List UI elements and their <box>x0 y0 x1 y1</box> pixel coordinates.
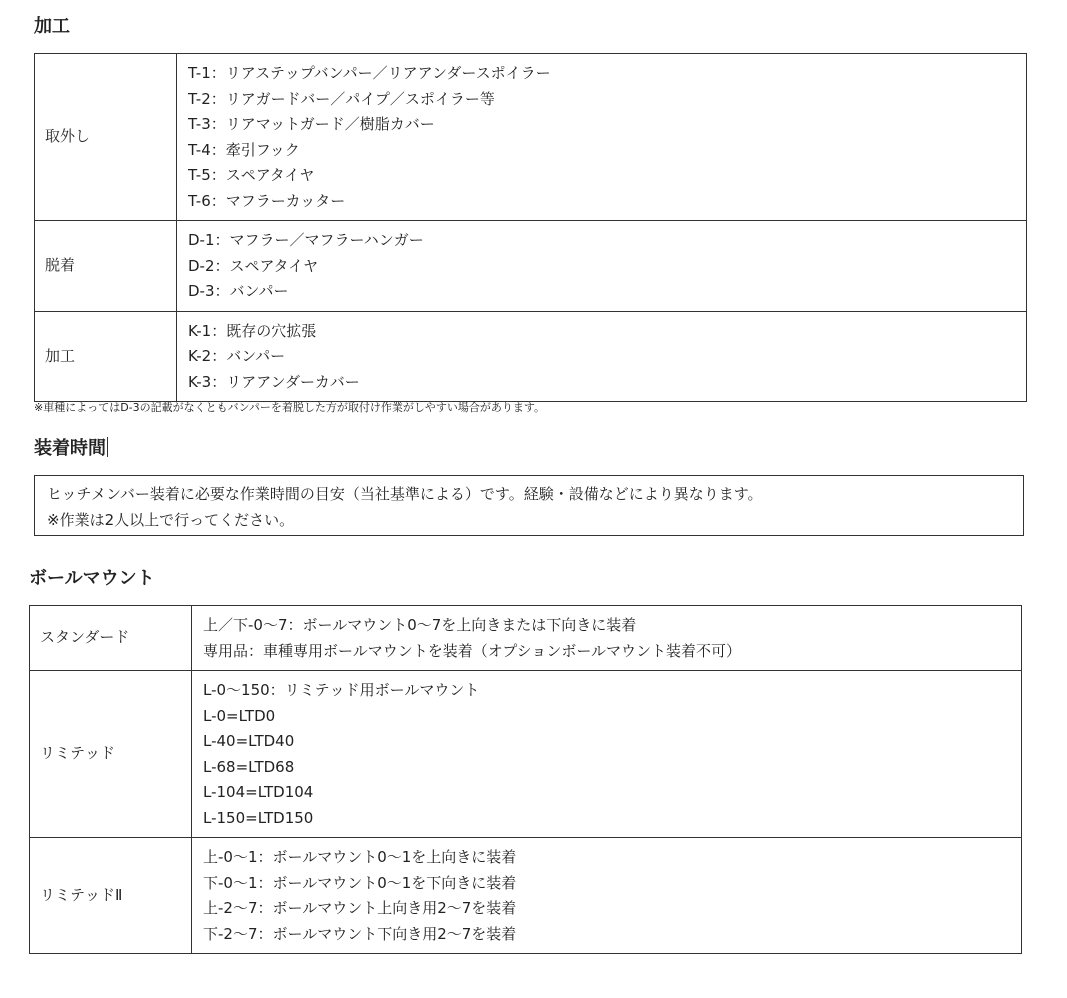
list-item: 上-2～7：ボールマウント上向き用2～7を装着 <box>203 899 517 917</box>
list-item: L-40=LTD40 <box>203 732 295 750</box>
list-item: L-68=LTD68 <box>203 757 295 776</box>
row-items <box>177 311 1027 402</box>
list-item: T-3：リアマットガード／樹脂カバー <box>188 115 435 133</box>
list-item: L-0=LTD0 <box>203 706 276 725</box>
row-label: 脱着 <box>35 221 177 312</box>
row-items <box>177 54 1027 221</box>
table-row <box>35 311 1027 402</box>
list-item: T-2：リアガードバー／パイプ／スポイラー等 <box>188 89 495 108</box>
list-item: 下-0～1：ボールマウント0～1を下向きに装着 <box>203 873 517 892</box>
list-item: 上-0～1：ボールマウント0～1を上向きに装着 <box>203 848 517 866</box>
list-item: T-5：スペアタイヤ <box>188 166 315 184</box>
processing-table <box>34 53 1027 402</box>
row-label: スタンダード <box>30 606 192 671</box>
list-item: L-150=LTD150 <box>203 808 314 827</box>
list-item: 下-2～7：ボールマウント下向き用2～7を装着 <box>203 924 517 943</box>
list-item: T-6：マフラーカッター <box>188 191 346 210</box>
install-time-box <box>34 475 1024 536</box>
list-item: K-1：既存の穴拡張 <box>188 321 317 340</box>
table-row <box>35 221 1027 312</box>
row-label: 取外し <box>35 54 177 221</box>
table-row <box>35 54 1027 221</box>
table-row <box>30 838 1022 954</box>
list-item: D-3：バンパー <box>188 282 289 300</box>
install-time-heading <box>34 437 108 460</box>
list-item: L-0～150：リミテッド用ボールマウント <box>203 681 480 699</box>
install-time-heading-text: 装着時間 <box>34 438 106 459</box>
row-label: リミテッド <box>30 671 192 838</box>
processing-note: ※車種によってはD-3の記載がなくともバンパーを着脱した方が取付け作業がしやすい場合があります。 <box>34 401 546 414</box>
text-cursor <box>107 437 108 457</box>
list-item: D-2：スペアタイヤ <box>188 256 319 275</box>
row-label: 加工 <box>35 311 177 402</box>
row-items <box>192 838 1022 954</box>
list-item: T-4：牽引フック <box>188 140 300 159</box>
row-label: リミテッドⅡ <box>30 838 192 954</box>
processing-heading: 加工 <box>34 16 70 37</box>
list-item: T-1：リアステップバンパー／リアアンダースポイラー <box>188 64 551 82</box>
row-items <box>192 606 1022 671</box>
list-item: 上／下-0～7：ボールマウント0～7を上向きまたは下向きに装着 <box>203 616 637 634</box>
row-items <box>177 221 1027 312</box>
ball-mount-table <box>29 605 1022 954</box>
list-item: D-1：マフラー／マフラーハンガー <box>188 231 424 249</box>
table-row <box>30 671 1022 838</box>
table-row <box>30 606 1022 671</box>
row-items <box>192 671 1022 838</box>
list-item: L-104=LTD104 <box>203 783 314 801</box>
install-time-text: ヒッチメンバー装着に必要な作業時間の目安（当社基準による）です。経験・設備などにより異なります。 <box>47 485 763 503</box>
list-item: K-2：バンパー <box>188 347 286 365</box>
install-time-note: ※作業は2人以上で行ってください。 <box>47 510 295 529</box>
list-item: K-3：リアアンダーカバー <box>188 372 360 391</box>
ball-mount-heading: ボールマウント <box>29 568 155 589</box>
list-item: 専用品：車種専用ボールマウントを装着（オプションボールマウント装着不可） <box>203 641 742 660</box>
